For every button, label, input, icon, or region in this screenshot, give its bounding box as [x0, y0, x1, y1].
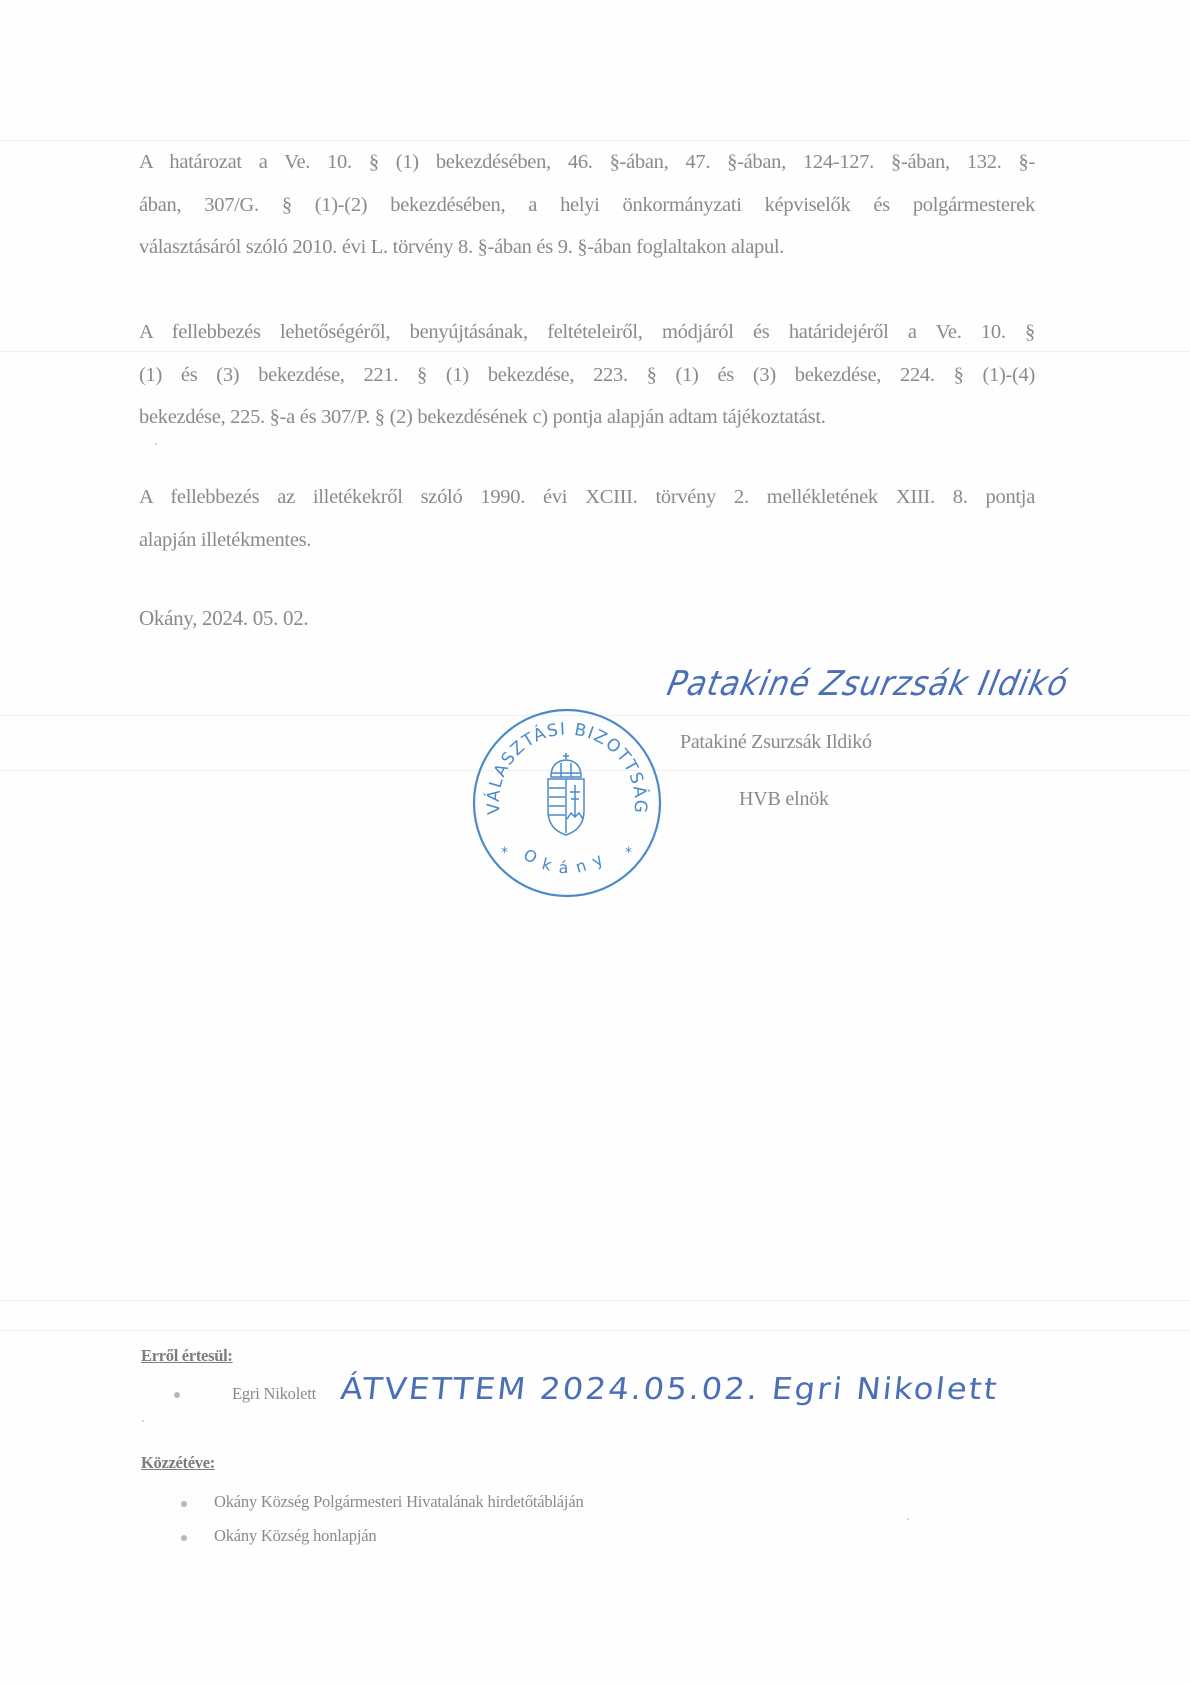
- bullet-icon: [174, 1392, 180, 1398]
- legal-basis-paragraph: [139, 141, 1035, 269]
- stamp-top-text: VÁLASZTÁSI BIZOTTSÁG: [483, 719, 651, 816]
- handwritten-signature: Patakiné Zsurzsák Ildikó: [663, 664, 1073, 704]
- paragraph-line: alapján illetékmentes.: [139, 528, 312, 551]
- signer-title: HVB elnök: [739, 788, 829, 810]
- svg-text:*: *: [625, 845, 632, 861]
- coat-of-arms-icon: [548, 753, 584, 835]
- paragraph-line: ában, 307/G. § (1)-(2) bekezdésében, a helyi önkormányzati képviselők és polgármesterek: [139, 193, 1035, 216]
- appeal-info-paragraph: [139, 311, 1035, 439]
- fee-exemption-paragraph: [139, 476, 1035, 561]
- svg-text:Okány: [520, 845, 614, 877]
- stamp-bottom-text: Okány: [520, 844, 614, 878]
- paragraph-line: A fellebbezés lehetőségéről, benyújtásának, feltételeiről, módjáról és határidejéről a Ve. 10. §: [139, 321, 1035, 343]
- scan-speck: [155, 443, 157, 445]
- place-and-date: Okány, 2024. 05. 02.: [139, 606, 309, 630]
- notified-recipient: Egri Nikolett: [232, 1384, 317, 1403]
- published-location: Okány Község honlapján: [214, 1526, 377, 1545]
- election-committee-stamp-icon: [471, 707, 663, 899]
- scan-speck: [907, 1518, 909, 1520]
- paragraph-line: A fellebbezés az illetékekről szóló 1990. évi XCIII. törvény 2. mellékletének XIII. 8. pontja: [139, 486, 1035, 508]
- scan-line: [0, 1300, 1190, 1301]
- published-location: Okány Község Polgármesteri Hivatalának hirdetőtábláján: [214, 1492, 584, 1511]
- scan-line: [0, 1330, 1190, 1331]
- scan-speck: [142, 1420, 144, 1422]
- handwritten-receipt-note: ÁTVETTEM 2024.05.02. Egri Nikolett: [338, 1372, 1001, 1407]
- notified-heading: Erről értesül:: [141, 1346, 233, 1365]
- bullet-icon: [181, 1501, 187, 1507]
- paragraph-line: választásáról szóló 2010. évi L. törvény 8. §-ában és 9. §-ában foglaltakon alapul.: [139, 236, 785, 258]
- signer-name: Patakiné Zsurzsák Ildikó: [680, 731, 872, 753]
- svg-text:VÁLASZTÁSI BIZOTTSÁG: [482, 720, 652, 816]
- svg-text:*: *: [501, 845, 508, 861]
- paragraph-line: bekezdése, 225. §-a és 307/P. § (2) bekezdésének c) pontja alapján adtam tájékoztatást.: [139, 406, 826, 428]
- bullet-icon: [181, 1535, 187, 1541]
- paragraph-line: (1) és (3) bekezdése, 221. § (1) bekezdése, 223. § (1) és (3) bekezdése, 224. § (1)-(4): [139, 363, 1035, 386]
- paragraph-line: A határozat a Ve. 10. § (1) bekezdésében, 46. §-ában, 47. §-ában, 124-127. §-ában, 132. §-: [139, 151, 1035, 173]
- published-heading: Közzétéve:: [141, 1453, 215, 1472]
